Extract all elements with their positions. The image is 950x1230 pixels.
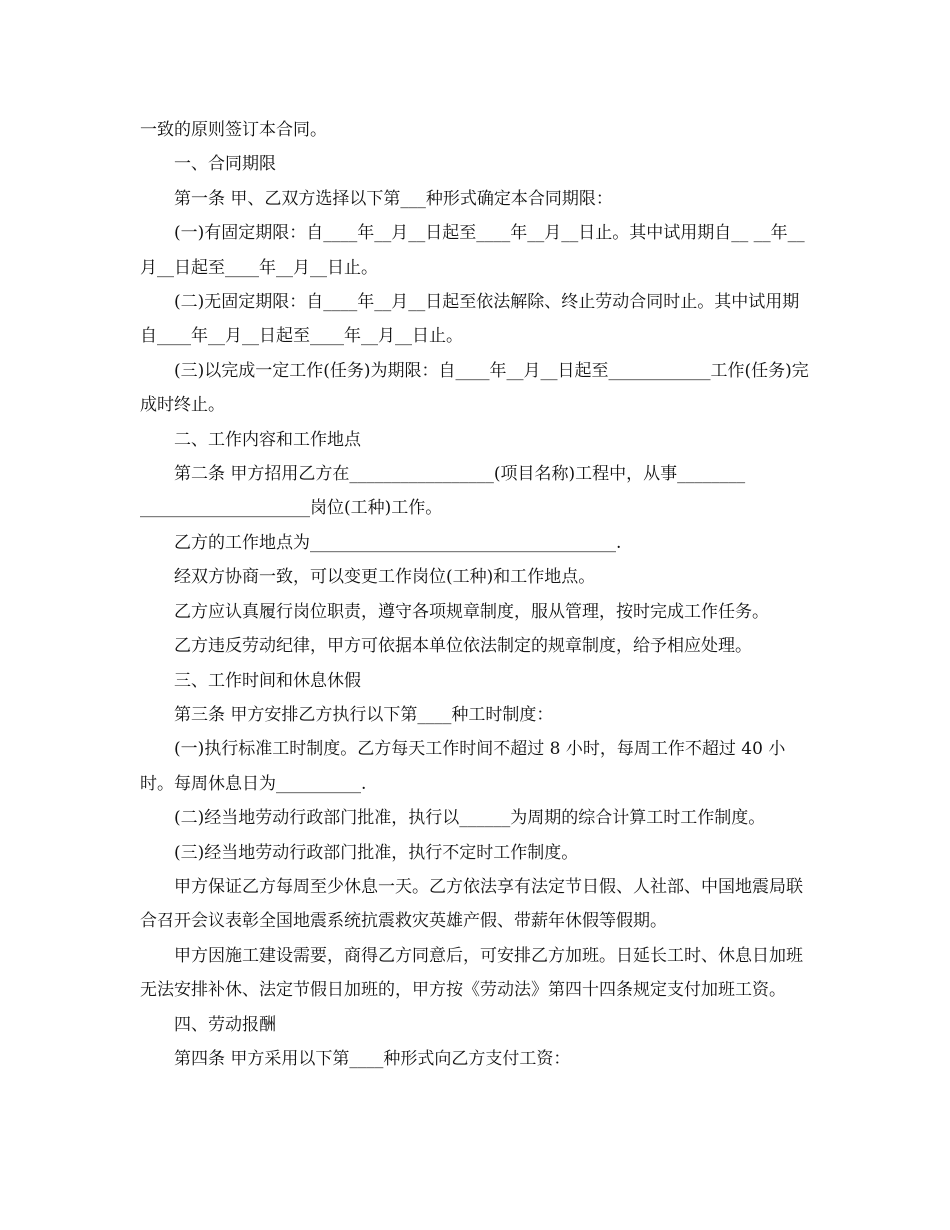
section-heading-remuneration: 四、劳动报酬 (174, 1014, 276, 1035)
article-1: 第一条 甲、乙双方选择以下第___种形式确定本合同期限： (174, 188, 613, 209)
clause-task-term: (三)以完成一定工作(任务)为期限：自____年__月__日起至____________工作(任务)完成时终止。 (140, 360, 809, 416)
paragraph-continuation: 一致的原则签订本合同。 (140, 120, 327, 140)
article-4: 第四条 甲方采用以下第____种形式向乙方支付工资： (174, 1048, 571, 1069)
section-heading-work-content: 二、工作内容和工作地点 (174, 429, 361, 450)
article-3: 第三条 甲方安排乙方执行以下第____种工时制度： (174, 704, 554, 725)
change-position-clause: 经双方协商一致，可以变更工作岗位(工种)和工作地点。 (174, 567, 596, 588)
clause-open-term: (二)无固定期限：自____年__月__日起至依法解除、终止劳动合同时止。其中试用期自____年__月__日起至____年__月__日止。 (140, 292, 800, 347)
discipline-clause: 乙方违反劳动纪律，甲方可依据本单位依法制定的规章制度，给予相应处理。 (174, 636, 752, 657)
rest-days-clause: 甲方保证乙方每周至少休息一天。乙方依法享有法定节日假、人社部、中国地震局联合召开会议表彰全国地震系统抗震救灾英雄产假、带薪年休假等假期。 (140, 876, 803, 932)
overtime-clause: 甲方因施工建设需要，商得乙方同意后，可安排乙方加班。日延长工时、休息日加班无法安排补休、法定节假日加班的，甲方按《劳动法》第四十四条规定支付加班工资。 (140, 945, 803, 1001)
clause-fixed-term: (一)有固定期限：自____年__月__日起至____年__月__日止。其中试用期自__ __年__月__日起至____年__月__日止。 (140, 223, 805, 278)
document-body (140, 113, 812, 1076)
section-heading-work-hours: 三、工作时间和休息休假 (174, 670, 361, 691)
standard-hours-clause: (一)执行标准工时制度。乙方每天工作时间不超过 8 小时，每周工作不超过 40 小时。每周休息日为__________. (140, 739, 786, 794)
section-heading-contract-term: 一、合同期限 (174, 154, 276, 175)
duty-clause: 乙方应认真履行岗位职责，遵守各项规章制度，服从管理，按时完成工作任务。 (174, 601, 769, 622)
work-location: 乙方的工作地点为____________________________________. (174, 532, 622, 553)
article-2: 第二条 甲方招用乙方在_________________(项目名称)工程中，从事________ ____________________岗位(工种)工作。 (140, 464, 751, 519)
comprehensive-hours-clause: (二)经当地劳动行政部门批准，执行以______为周期的综合计算工时工作制度。 (174, 808, 766, 829)
flexible-hours-clause: (三)经当地劳动行政部门批准，执行不定时工作制度。 (174, 842, 579, 863)
